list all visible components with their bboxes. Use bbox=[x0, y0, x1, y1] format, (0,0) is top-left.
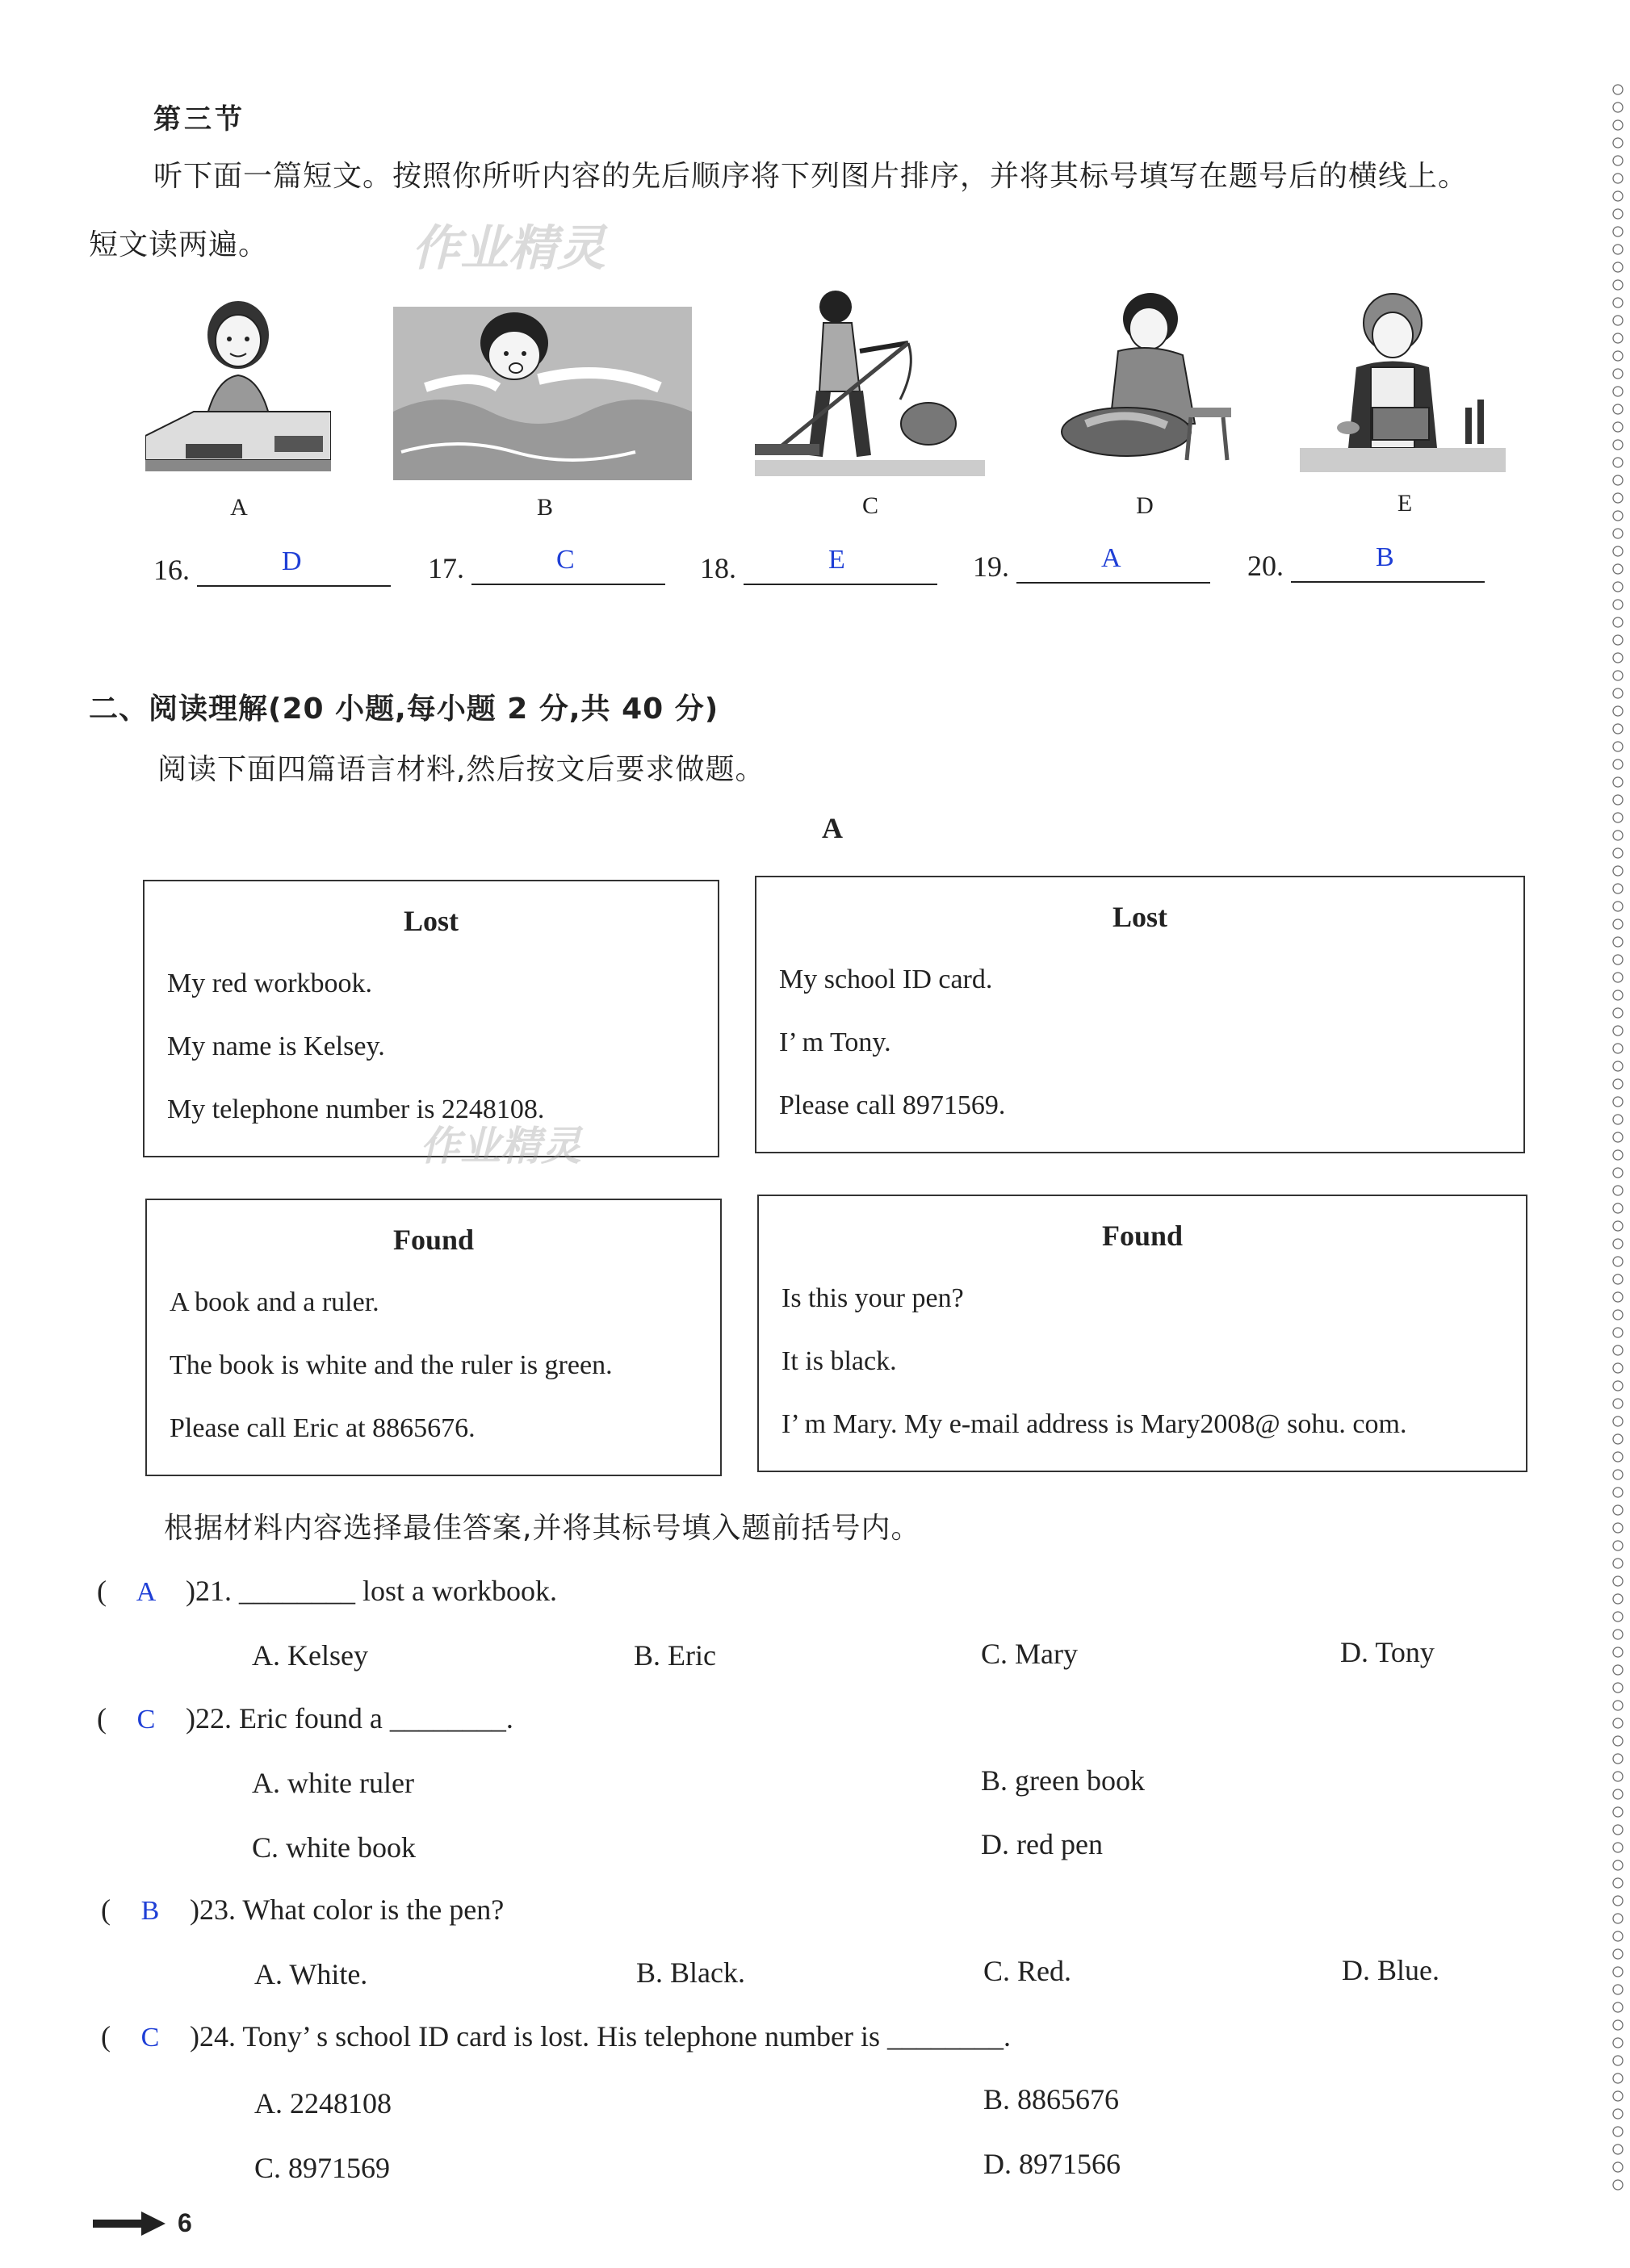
notice-heading: Lost bbox=[1112, 901, 1167, 933]
open-bracket: ( bbox=[101, 2020, 111, 2052]
part-2-instruction: 阅读下面四篇语言材料,然后按文后要求做题。 bbox=[157, 753, 765, 786]
notice-line: Please call Eric at 8865676. bbox=[170, 1413, 476, 1443]
option-d[interactable]: D. red pen bbox=[981, 1828, 1103, 1860]
question-23 bbox=[101, 1893, 504, 1927]
notice-found-eric bbox=[145, 1199, 722, 1476]
instruction-line-2: 短文读两遍。 bbox=[89, 228, 269, 262]
answer-choice[interactable]: B bbox=[140, 1896, 160, 1926]
man-vacuuming-icon bbox=[755, 287, 985, 480]
notice-line: It is black. bbox=[781, 1346, 897, 1376]
grandma-cooking-icon bbox=[1300, 287, 1506, 480]
question-stem: )23. What color is the pen? bbox=[190, 1893, 505, 1926]
notice-heading: Lost bbox=[403, 905, 459, 937]
option-b[interactable]: B. green book bbox=[981, 1764, 1145, 1797]
option-b[interactable]: B. Black. bbox=[636, 1956, 745, 1989]
option-b[interactable]: B. 8865676 bbox=[983, 2083, 1120, 2115]
answer-20 bbox=[1247, 542, 1485, 583]
question-number: 19. bbox=[973, 550, 1009, 583]
notice-heading: Found bbox=[392, 1224, 475, 1256]
notice-line: Please call 8971569. bbox=[779, 1090, 1006, 1120]
option-c[interactable]: C. Red. bbox=[983, 1955, 1072, 1987]
page-border-decoration bbox=[1606, 81, 1630, 2195]
question-24 bbox=[101, 2019, 1011, 2053]
open-bracket: ( bbox=[101, 1893, 111, 1926]
question-number: 18. bbox=[700, 552, 736, 584]
girl-writing-icon bbox=[145, 291, 331, 484]
notice-line: A book and a ruler. bbox=[170, 1287, 379, 1317]
question-stem: )21. ________ lost a workbook. bbox=[186, 1575, 557, 1607]
answer-value: A bbox=[1101, 543, 1121, 573]
notice-line: I’ m Tony. bbox=[779, 1027, 891, 1057]
section-title: 第三节 bbox=[153, 103, 245, 136]
option-a[interactable]: A. white ruler bbox=[252, 1767, 414, 1799]
woman-washing-clothes-icon bbox=[1054, 287, 1239, 480]
option-d[interactable]: D. Tony bbox=[1340, 1636, 1435, 1668]
picture-label-e: E bbox=[1397, 490, 1413, 517]
answer-blank[interactable] bbox=[1016, 543, 1210, 584]
question-stem: )22. Eric found a ________. bbox=[186, 1702, 513, 1734]
answer-value: B bbox=[1376, 542, 1394, 572]
question-number: 16. bbox=[153, 554, 190, 586]
answer-value: C bbox=[556, 545, 575, 575]
picture-label-c: C bbox=[861, 492, 878, 519]
answer-value: D bbox=[282, 546, 302, 576]
notice-lost-tony bbox=[755, 876, 1525, 1153]
option-a[interactable]: A. 2248108 bbox=[254, 2087, 392, 2119]
option-a[interactable]: A. White. bbox=[254, 1958, 368, 1990]
answer-choice[interactable]: C bbox=[136, 1705, 156, 1734]
answer-19 bbox=[973, 543, 1210, 584]
answer-blank[interactable] bbox=[197, 546, 391, 587]
open-bracket: ( bbox=[97, 1702, 107, 1734]
watermark: 作业精灵 bbox=[420, 1123, 581, 1170]
answer-16 bbox=[153, 546, 391, 587]
option-d[interactable]: D. 8971566 bbox=[983, 2148, 1121, 2180]
option-c[interactable]: C. Mary bbox=[981, 1638, 1078, 1670]
question-number: 20. bbox=[1247, 550, 1284, 582]
watermark: 作业精灵 bbox=[412, 220, 605, 277]
option-c[interactable]: C. white book bbox=[252, 1831, 416, 1864]
picture-label-a: A bbox=[230, 494, 248, 521]
picture-label-d: D bbox=[1136, 492, 1154, 519]
arrow-right-icon bbox=[93, 2212, 166, 2236]
answer-blank[interactable] bbox=[1291, 542, 1485, 583]
notice-line: The book is white and the ruler is green. bbox=[170, 1350, 613, 1380]
notice-line: My school ID card. bbox=[779, 965, 993, 994]
answer-value: E bbox=[828, 545, 845, 575]
notice-line: Is this your pen? bbox=[781, 1283, 964, 1313]
question-stem: )24. Tony’ s school ID card is lost. His telephone number is ________. bbox=[190, 2020, 1012, 2052]
notice-found-mary bbox=[757, 1195, 1527, 1472]
answer-choice[interactable]: A bbox=[136, 1577, 157, 1607]
question-number: 17. bbox=[428, 552, 464, 584]
question-instruction: 根据材料内容选择最佳答案,并将其标号填入题前括号内。 bbox=[164, 1512, 921, 1545]
boy-swimming-icon bbox=[393, 291, 692, 480]
question-21 bbox=[97, 1574, 557, 1608]
answer-choice[interactable]: C bbox=[140, 2023, 160, 2052]
page-number: 6 bbox=[178, 2208, 192, 2237]
picture-label-b: B bbox=[536, 494, 553, 521]
passage-label: A bbox=[822, 812, 843, 844]
notice-line: My name is Kelsey. bbox=[167, 1031, 385, 1061]
answer-blank[interactable] bbox=[744, 545, 937, 585]
option-d[interactable]: D. Blue. bbox=[1342, 1954, 1439, 1986]
option-a[interactable]: A. Kelsey bbox=[252, 1639, 368, 1672]
question-22 bbox=[97, 1701, 513, 1735]
notice-line: My red workbook. bbox=[167, 969, 373, 998]
option-b[interactable]: B. Eric bbox=[634, 1639, 716, 1672]
option-c[interactable]: C. 8971569 bbox=[254, 2152, 391, 2184]
instruction-line-1: 听下面一篇短文。按照你所听内容的先后顺序将下列图片排序，并将其标号填写在题号后的横线上。 bbox=[153, 160, 1469, 193]
answer-blank[interactable] bbox=[471, 545, 665, 585]
open-bracket: ( bbox=[97, 1575, 107, 1607]
notice-line: My telephone number is 2248108. bbox=[167, 1094, 545, 1124]
answer-18 bbox=[700, 545, 937, 585]
notice-line: I’ m Mary. My e-mail address is Mary2008@ sohu. com. bbox=[781, 1409, 1407, 1439]
notice-heading: Found bbox=[1101, 1220, 1184, 1252]
part-2-title: 二、阅读理解(20 小题,每小题 2 分,共 40 分) bbox=[89, 693, 719, 726]
answer-17 bbox=[428, 545, 665, 585]
